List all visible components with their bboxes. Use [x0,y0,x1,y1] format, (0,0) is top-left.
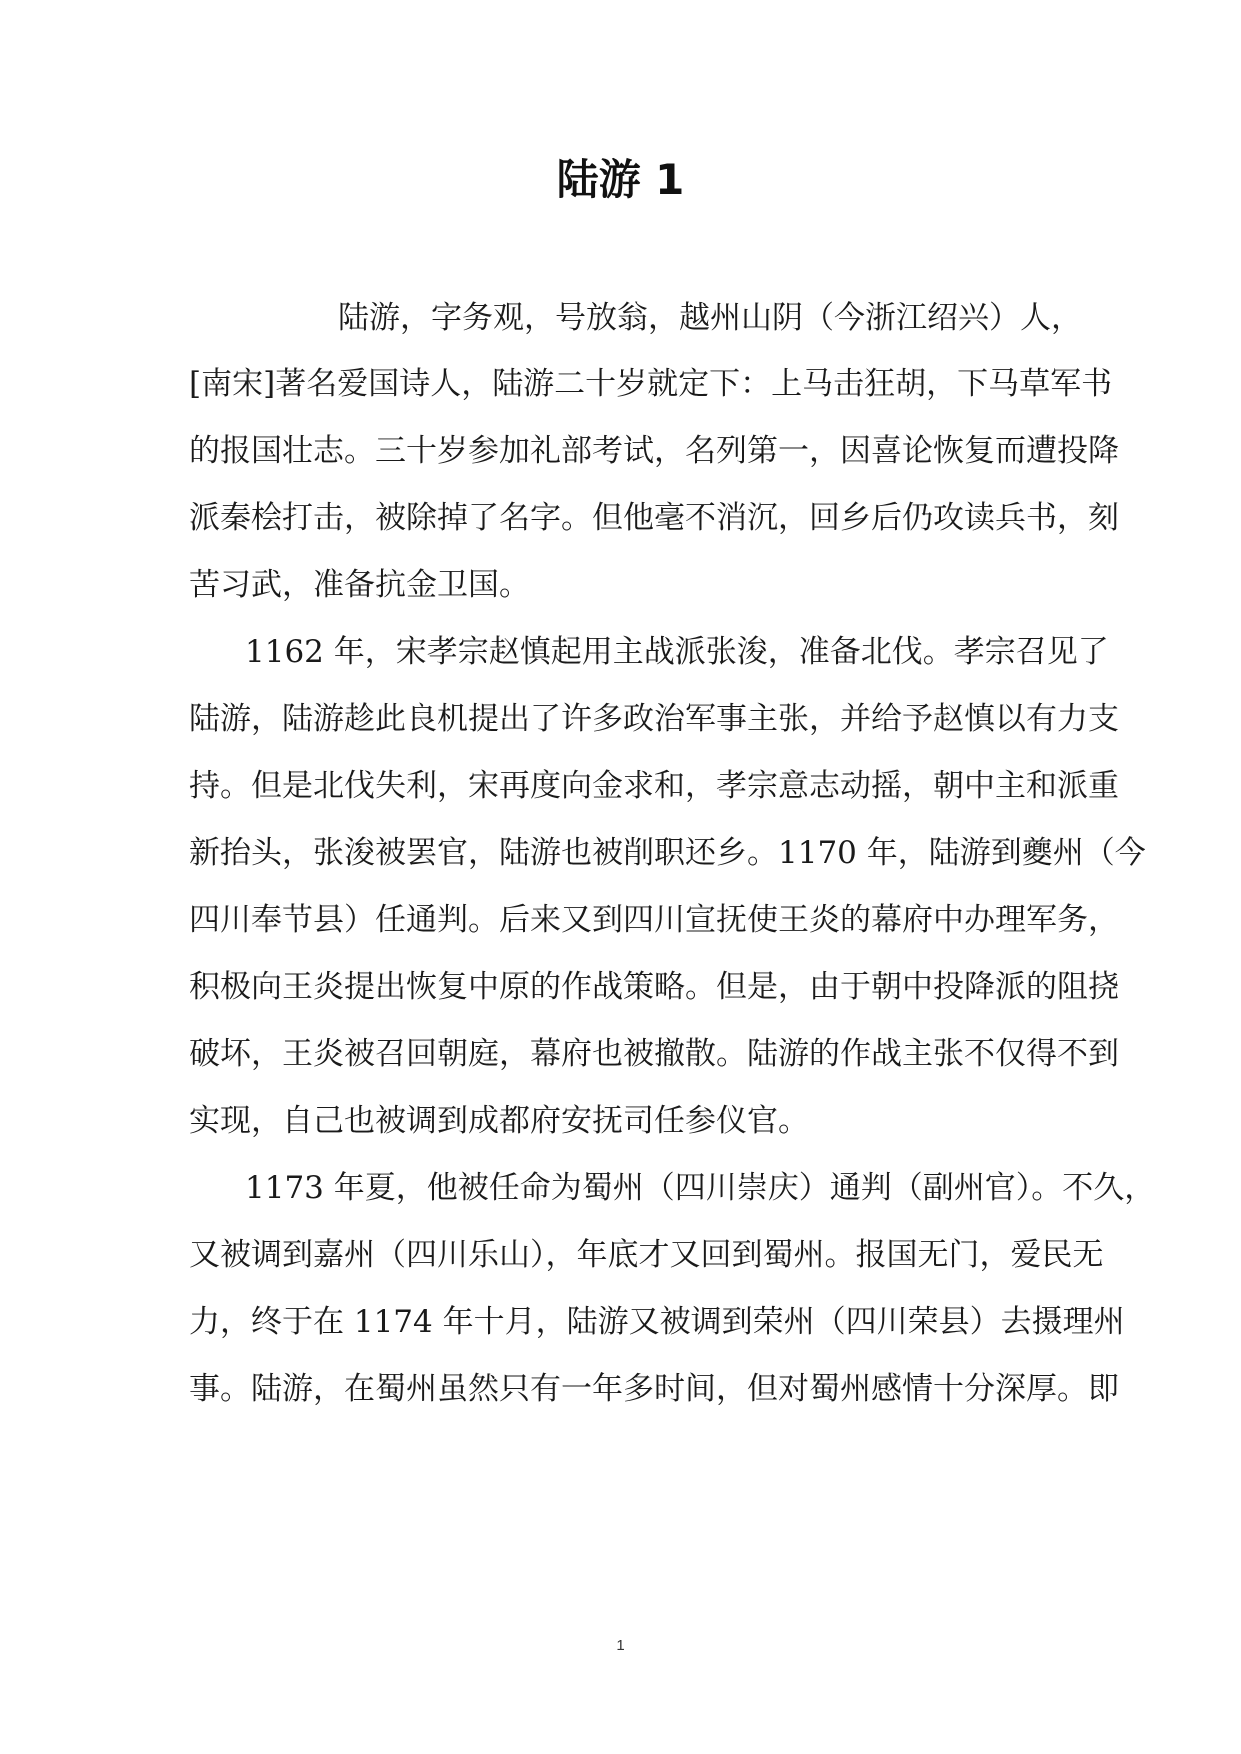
paragraph-line: 陆游，陆游趁此良机提出了许多政治军事主张，并给予赵慎以有力支 [189,701,1119,737]
paragraph-line: 事。陆游，在蜀州虽然只有一年多时间，但对蜀州感情十分深厚。即 [189,1371,1119,1407]
paragraph-line: 又被调到嘉州（四川乐山），年底才又回到蜀州。报国无门，爱民无 [189,1237,1104,1273]
paragraph-line: 积极向王炎提出恢复中原的作战策略。但是，由于朝中投降派的阻挠 [189,969,1119,1005]
paragraph-line: 的报国壮志。三十岁参加礼部考试，名列第一，因喜论恢复而遭投降 [189,433,1119,469]
paragraph-line: 苦习武，准备抗金卫国。 [189,567,530,603]
page-title: 陆游 1 [556,155,685,204]
paragraph-line: [南宋]著名爱国诗人，陆游二十岁就定下：上马击狂胡，下马草军书 [189,366,1113,402]
paragraph-line: 破坏，王炎被召回朝庭，幕府也被撤散。陆游的作战主张不仅得不到 [189,1036,1119,1072]
paragraph-line: 四川奉节县）任通判。后来又到四川宣抚使王炎的幕府中办理军务， [189,902,1119,938]
page-number: 1 [616,1637,625,1654]
paragraph-line: 派秦桧打击，被除掉了名字。但他毫不消沉，回乡后仍攻读兵书，刻 [189,500,1119,536]
paragraph-line: 实现，自己也被调到成都府安抚司任参仪官。 [189,1103,809,1139]
paragraph-line: 力，终于在 1174 年十月，陆游又被调到荣州（四川荣县）去摄理州 [189,1304,1125,1340]
paragraph-line: 陆游，字务观，号放翁，越州山阴（今浙江绍兴）人， [338,300,1082,336]
paragraph-line: 新抬头，张浚被罢官，陆游也被削职还乡。1170 年，陆游到夔州（今 [189,835,1146,871]
paragraph-line: 持。但是北伐失利，宋再度向金求和，孝宗意志动摇，朝中主和派重 [189,768,1119,804]
paragraph-line: 1173 年夏，他被任命为蜀州（四川崇庆）通判（副州官）。不久， [245,1170,1156,1206]
paragraph-line: 1162 年，宋孝宗赵慎起用主战派张浚，准备北伐。孝宗召见了 [245,634,1109,670]
